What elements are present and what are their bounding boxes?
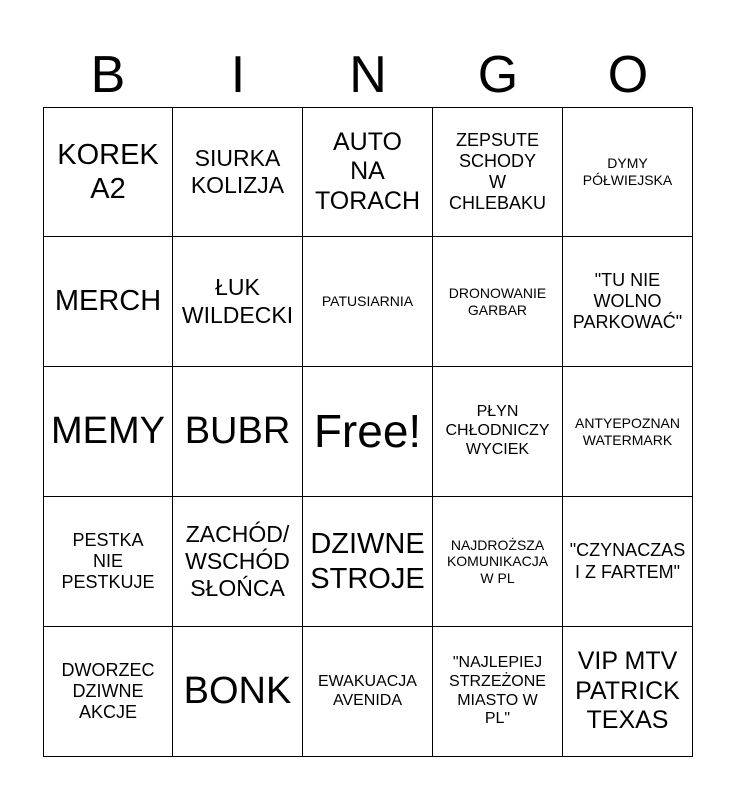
bingo-cell-r2-c1[interactable]: MERCH [43, 237, 173, 367]
bingo-cell-r3-c5[interactable]: ANTYEPOZNAN WATERMARK [563, 367, 693, 497]
bingo-board [43, 107, 693, 757]
bingo-cell-r5-c3[interactable]: EWAKUACJA AVENIDA [303, 627, 433, 757]
bingo-cell-r5-c5[interactable]: VIP MTV PATRICK TEXAS [563, 627, 693, 757]
header-letter-g: G [477, 46, 519, 104]
bingo-cell-r2-c4[interactable]: DRONOWANIE GARBAR [433, 237, 563, 367]
bingo-cell-r3-c1[interactable]: MEMY [43, 367, 173, 497]
header-letter-o: O [607, 46, 649, 104]
bingo-cell-r1-c5[interactable]: DYMY PÓŁWIEJSKA [563, 107, 693, 237]
bingo-cell-r3-c2[interactable]: BUBR [173, 367, 303, 497]
bingo-header [43, 40, 693, 110]
header-letter-b: B [90, 46, 126, 104]
bingo-cell-r4-c4[interactable]: NAJDROŻSZA KOMUNIKACJA W PL [433, 497, 563, 627]
bingo-cell-r5-c1[interactable]: DWORZEC DZIWNE AKCJE [43, 627, 173, 757]
bingo-cell-r3-c4[interactable]: PŁYN CHŁODNICZY WYCIEK [433, 367, 563, 497]
bingo-cell-r4-c2[interactable]: ZACHÓD/ WSCHÓD SŁOŃCA [173, 497, 303, 627]
bingo-cell-free[interactable]: Free! [303, 367, 433, 497]
header-letter-i: I [230, 46, 246, 104]
bingo-cell-r1-c3[interactable]: AUTO NA TORACH [303, 107, 433, 237]
bingo-cell-r2-c2[interactable]: ŁUK WILDECKI [173, 237, 303, 367]
bingo-cell-r5-c4[interactable]: "NAJLEPIEJ STRZEŻONE MIASTO W PL" [433, 627, 563, 757]
bingo-cell-r1-c4[interactable]: ZEPSUTE SCHODY W CHLEBAKU [433, 107, 563, 237]
bingo-cell-r4-c3[interactable]: DZIWNE STROJE [303, 497, 433, 627]
bingo-cell-r1-c2[interactable]: SIURKA KOLIZJA [173, 107, 303, 237]
header-letter-n: N [349, 46, 387, 104]
bingo-cell-r1-c1[interactable]: KOREK A2 [43, 107, 173, 237]
bingo-cell-r4-c5[interactable]: "CZYNACZAS I Z FARTEM" [563, 497, 693, 627]
bingo-cell-r5-c2[interactable]: BONK [173, 627, 303, 757]
bingo-cell-r4-c1[interactable]: PESTKA NIE PESTKUJE [43, 497, 173, 627]
bingo-cell-r2-c3[interactable]: PATUSIARNIA [303, 237, 433, 367]
bingo-cell-r2-c5[interactable]: "TU NIE WOLNO PARKOWAĆ" [563, 237, 693, 367]
